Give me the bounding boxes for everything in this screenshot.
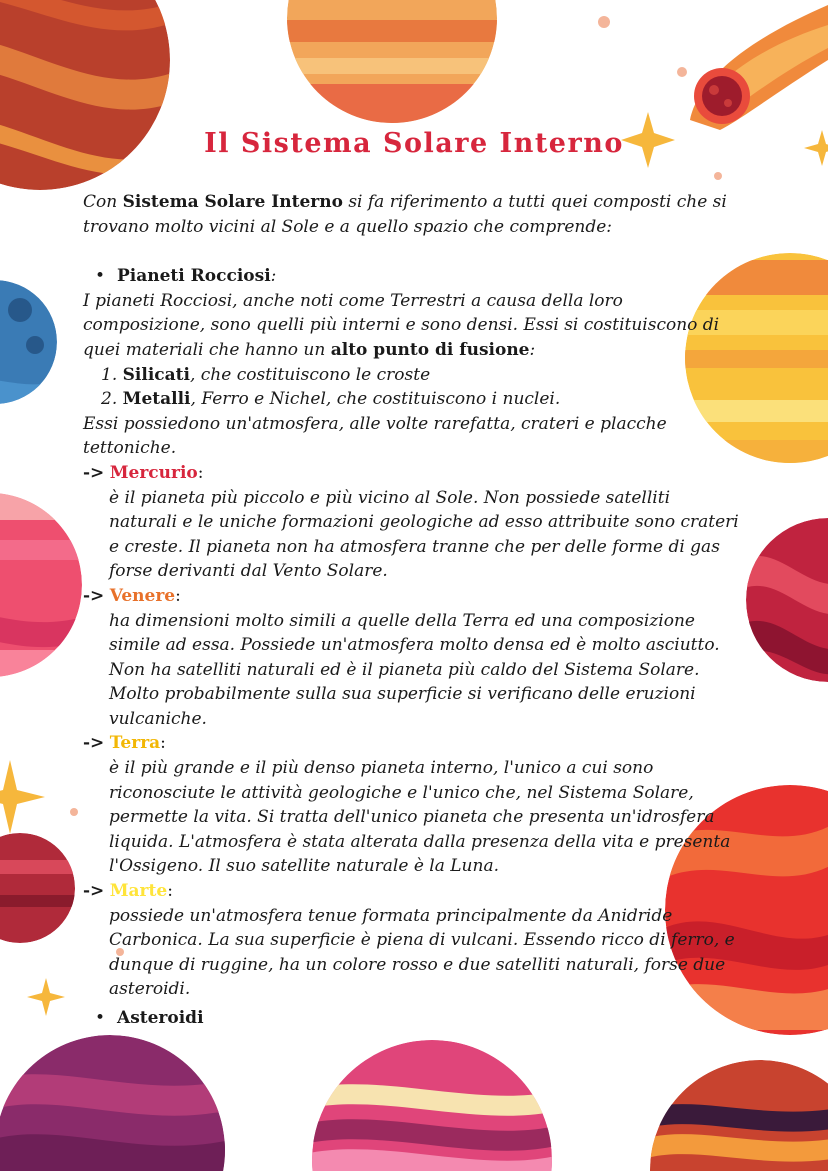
planet-heading-marte: -> Marte: [83,881,173,902]
planet-text-marte: possiede un'atmosfera tenue formata principalmente da Anidride Carbonica. La sua superficie è piena di vulcani. Essendo ricco di ferro, e dunque di ruggine, ha un colore rosso e due satelliti naturali, forse due asteroidi. [109,905,735,1000]
rocky-desc-post: : [529,339,536,360]
intro-bold: Sistema Solare Interno [122,192,343,212]
bullet-asteroids [83,1006,743,1031]
planet-heading-terra: -> Terra: [83,733,166,754]
arrow-icon: -> [83,881,105,902]
intro-paragraph [83,190,743,239]
bullet-dot-icon: • [95,266,106,287]
list-number: 2. [101,389,118,410]
list-item-text: , che costituiscono le croste [189,364,431,385]
arrow-icon: -> [83,585,105,606]
list-item-text: , Ferro e Nichel, che costituiscono i nuclei. [190,389,561,410]
planet-name: Mercurio [109,462,198,483]
list-number: 1. [101,364,118,385]
list-item [83,387,743,412]
intro-post: si fa riferimento a tutti quei composti che si trovano molto vicini al Sole e a quello spazio che comprende: [83,192,727,237]
list-item [83,363,743,388]
planet-name: Marte [109,881,168,902]
planet-heading-venere: -> Venere: [83,585,181,606]
list-item-bold: Metalli [122,389,191,410]
planet-text-mercurio: è il pianeta più piccolo e più vicino al Sole. Non possiede satelliti naturali e le uniche formazioni geologiche ad esso attribuite sono crateri e creste. Il pianeta non ha atmosfera tranne che per delle forme di gas forse derivanti dal Vento Solare. [109,487,739,582]
arrow-icon: -> [83,462,105,483]
document-body [83,190,743,1031]
rocky-desc-pre: I pianeti Rocciosi, anche noti come Terrestri a causa della loro composizione, sono quelli più interni e sono densi. Essi si costituiscono di quei materiali che hanno un [83,290,720,360]
planet-text-terra: è il più grande e il più denso pianeta interno, l'unico a cui sono riconosciute le attività geologiche e l'unico che, nel Sistema Solare, permette la vita. Si tratta dell'unico pianeta che presenta un'idrosfera liquida. L'atmosfera è stata alterata dalla presenza della vita e presenta l'Ossigeno. Il suo satellite naturale è la Luna. [109,758,731,877]
rocky-desc-bold: alto punto di fusione [330,339,530,360]
page-title: Il Sistema Solare Interno [204,128,624,159]
list-item-bold: Silicati [122,364,190,385]
intro-pre: Con [83,192,123,212]
rocky-description [83,289,743,363]
planet-heading-mercurio: -> Mercurio: [83,462,204,483]
rocky-heading: Pianeti Rocciosi [117,266,271,287]
bullet-dot-icon: • [95,1008,106,1028]
bullet-rocky-planets [83,264,743,289]
rocky-colon: : [270,266,277,287]
planet-name: Venere [109,585,176,606]
planet-name: Terra [109,733,161,754]
asteroids-heading: Asteroidi [117,1008,204,1028]
arrow-icon: -> [83,733,105,754]
planet-text-venere: ha dimensioni molto simili a quelle della Terra ed una composizione simile ad essa. Possiede un'atmosfera molto densa ed è molto asciutto. Non ha satelliti naturali ed è il pianeta più caldo del Sistema Solare. Molto probabilmente sulla sua superficie si verificano delle eruzioni vulcaniche. [109,610,720,729]
rocky-closing: Essi possiedono un'atmosfera, alle volte rarefatta, crateri e placche tettoniche. [83,413,667,459]
